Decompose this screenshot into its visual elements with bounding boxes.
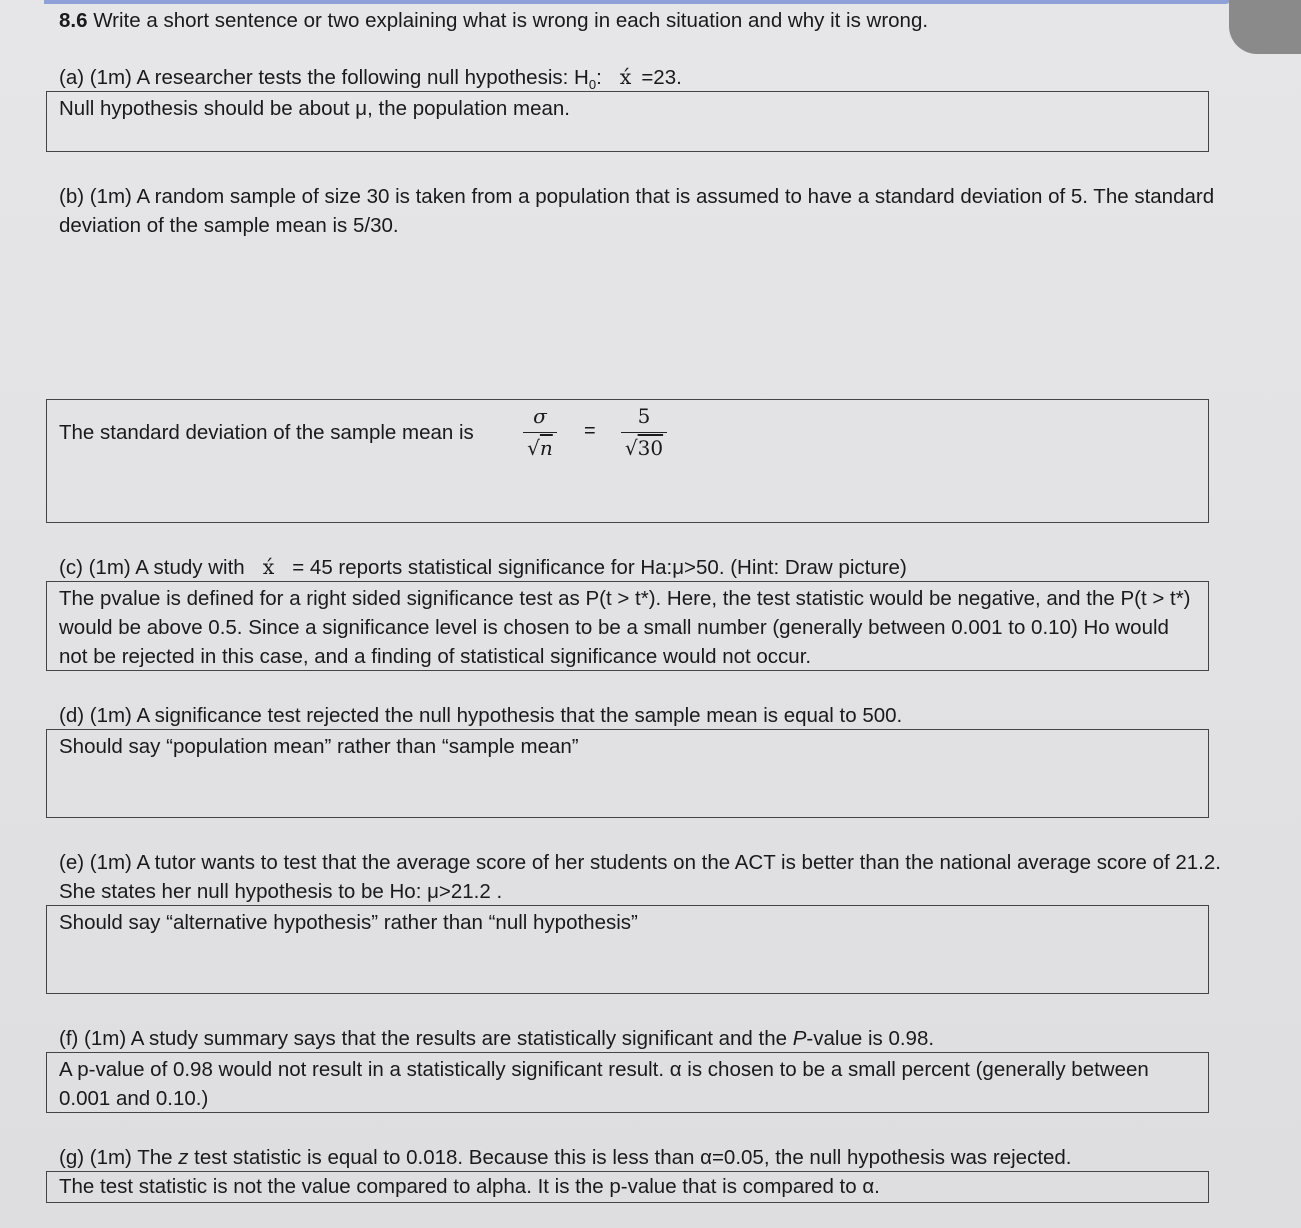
question-f-italic: P: [792, 1027, 807, 1050]
fraction-2-numerator: 5: [637, 404, 651, 428]
question-c: [59, 553, 907, 582]
answer-box-f[interactable]: [46, 1052, 1209, 1113]
answer-box-b[interactable]: [46, 399, 1209, 523]
question-g: [59, 1143, 1072, 1172]
answer-f: A p-value of 0.98 would not result in a statistically significant result. α is chosen to be a small percent (generally between 0.001 and 0.10.): [59, 1058, 1149, 1110]
question-heading: [59, 6, 928, 35]
question-d: (d) (1m) A significance test rejected the null hypothesis that the sample mean is equal to 500.: [59, 704, 903, 727]
question-a-mid: :: [596, 66, 602, 89]
heading-number: 8.6: [59, 9, 88, 32]
question-f: [59, 1024, 934, 1053]
answer-b: The standard deviation of the sample mean is: [59, 421, 474, 444]
fraction-sigma-over-root-n: [523, 402, 557, 461]
question-c-post: = 45 reports statistical significance for Ha:μ>50. (Hint: Draw picture): [292, 556, 907, 579]
question-f-pre: (f) (1m) A study summary says that the results are statistically significant and the: [59, 1027, 793, 1050]
sqrt-2-icon: √: [624, 436, 638, 460]
fraction-1-denominator: n: [539, 436, 553, 460]
answer-box-c[interactable]: [46, 581, 1209, 671]
question-g-italic: z: [178, 1146, 189, 1169]
question-a-sub: 0: [588, 77, 597, 93]
answer-box-g[interactable]: [46, 1171, 1209, 1203]
question-g-pre: (g) (1m) The: [59, 1146, 179, 1169]
answer-d: Should say “population mean” rather than “sample mean”: [59, 735, 579, 758]
answer-c: The pvalue is defined for a right sided significance test as P(t > t*). Here, the test statistic would be negative, and the P(t > t*) would be above 0.5. Since a significance level is chosen to be a small number (generally between 0.001 to 0.10) Ho would not be rejected in this case, and a finding of statistical significance would not occur.: [59, 587, 1191, 668]
fraction-1-numerator: σ: [533, 404, 547, 428]
xbar-symbol-c: x́: [262, 555, 275, 579]
question-a-pre: (a) (1m) A researcher tests the following null hypothesis: H: [59, 66, 589, 89]
fraction-1-bar: [523, 432, 557, 433]
heading-text: Write a short sentence or two explaining what is wrong in each situation and why it is wrong.: [87, 9, 929, 32]
fraction-2-bar: [621, 432, 667, 433]
answer-a: Null hypothesis should be about μ, the population mean.: [59, 97, 570, 120]
question-f-post: -value is 0.98.: [806, 1027, 935, 1050]
question-g-post: test statistic is equal to 0.018. Because this is less than α=0.05, the null hypothesis was rejected.: [188, 1146, 1072, 1169]
top-accent-strip: [44, 0, 1230, 4]
question-e: (e) (1m) A tutor wants to test that the average score of her students on the ACT is better than the national average score of 21.2. She states her null hypothesis to be Ho: μ>21.2 .: [59, 851, 1221, 903]
equals-sign: =: [584, 420, 596, 442]
fraction-5-over-root-30: [621, 402, 667, 461]
sqrt-1-icon: √: [527, 436, 540, 460]
answer-box-a[interactable]: [46, 91, 1209, 152]
xbar-symbol: x́: [619, 65, 632, 89]
answer-g: The test statistic is not the value compared to alpha. It is the p-value that is compared to α.: [59, 1175, 880, 1198]
question-a-post: =23.: [641, 66, 682, 89]
question-b: (b) (1m) A random sample of size 30 is taken from a population that is assumed to have a standard deviation of 5. The standard deviation of the sample mean is 5/30.: [59, 185, 1215, 237]
corner-tab: [1229, 0, 1301, 54]
answer-box-d[interactable]: [46, 729, 1209, 818]
answer-box-e[interactable]: [46, 905, 1209, 994]
answer-e: Should say “alternative hypothesis” rather than “null hypothesis”: [59, 911, 638, 934]
fraction-2-denominator: 30: [637, 436, 664, 460]
question-c-pre: (c) (1m) A study with: [59, 556, 245, 579]
